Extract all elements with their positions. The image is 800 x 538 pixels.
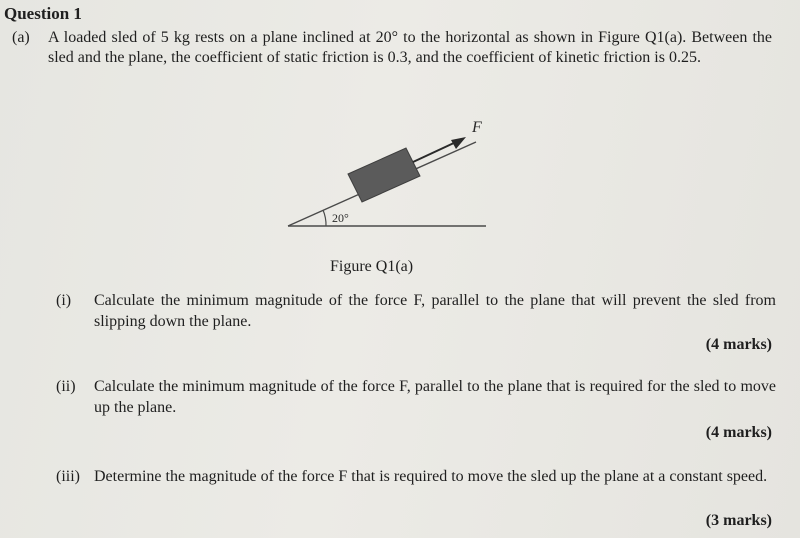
part-a-label: (a) — [12, 29, 30, 46]
part-a — [12, 28, 772, 68]
force-label: F — [472, 119, 482, 136]
part-a-text: A loaded sled of 5 kg rests on a plane inclined at 20° to the horizontal as shown in Figure Q1(a). Between the sled and the plane, the coefficient of static friction is 0.3, and the coefficient of kinetic friction is 0.25. — [48, 29, 772, 66]
subquestion-text: Calculate the minimum magnitude of the force F, parallel to the plane that is required for the sled to move up the plane. — [94, 378, 776, 416]
marks-label: (4 marks) — [705, 336, 772, 353]
marks-label: (4 marks) — [705, 424, 772, 441]
subquestion-i — [56, 290, 776, 353]
angle-label: 20° — [332, 211, 349, 225]
subquestion-text: Calculate the minimum magnitude of the force F, parallel to the plane that will prevent the sled from slipping down the plane. — [94, 292, 776, 330]
subquestion-number: (ii) — [56, 378, 76, 395]
force-arrow-line — [413, 142, 456, 162]
sled-block — [348, 148, 420, 202]
figure-caption: Figure Q1(a) — [330, 258, 414, 275]
angle-arc — [323, 210, 326, 226]
subquestion-ii — [56, 376, 776, 441]
subquestion-number: (iii) — [56, 468, 80, 485]
marks-label: (3 marks) — [705, 512, 772, 529]
subquestion-iii — [56, 466, 776, 529]
inclined-plane-figure — [280, 110, 500, 240]
subquestion-text: Determine the magnitude of the force F that is required to move the sled up the plane at a constant speed. — [94, 468, 768, 485]
question-title: Question 1 — [4, 4, 82, 23]
subquestion-number: (i) — [56, 292, 72, 309]
